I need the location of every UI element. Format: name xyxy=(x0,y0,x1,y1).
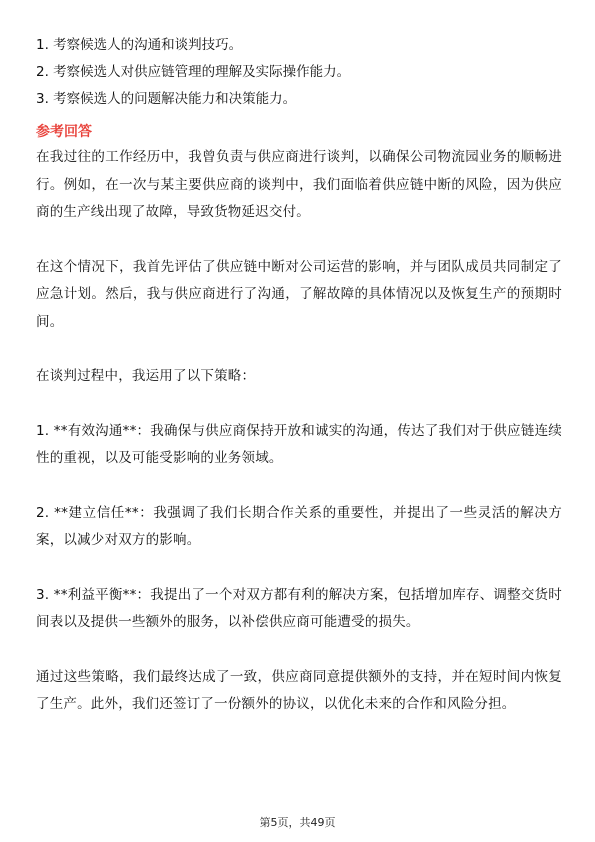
answer-paragraph: 2. **建立信任**：我强调了我们长期合作关系的重要性，并提出了一些灵活的解决方案，以减少对双方的影响。 xyxy=(36,504,562,548)
answer-paragraph: 在我过往的工作经历中，我曾负责与供应商进行谈判，以确保公司物流园业务的顺畅进行。例如，在一次与某主要供应商的谈判中，我们面临着供应链中断的风险，因为供应商的生产线出现了故障，导致货物延迟交付。 xyxy=(36,149,562,220)
criteria-item: 2. 考察候选人对供应链管理的理解及实际操作能力。 xyxy=(36,64,351,80)
answer-paragraph: 通过这些策略，我们最终达成了一致，供应商同意提供额外的支持，并在短时间内恢复了生产。此外，我们还签订了一份额外的协议，以优化未来的合作和风险分担。 xyxy=(36,668,562,712)
answer-paragraph: 3. **利益平衡**：我提出了一个对双方都有利的解决方案，包括增加库存、调整交货时间表以及提供一些额外的服务，以补偿供应商可能遭受的损失。 xyxy=(36,586,562,630)
answer-heading: 参考回答 xyxy=(36,124,92,140)
page-number-footer: 第5页，共49页 xyxy=(259,816,336,829)
answer-paragraph: 在这个情况下，我首先评估了供应链中断对公司运营的影响，并与团队成员共同制定了应急计划。然后，我与供应商进行了沟通，了解故障的具体情况以及恢复生产的预期时间。 xyxy=(36,258,562,330)
answer-paragraph: 1. **有效沟通**：我确保与供应商保持开放和诚实的沟通，传达了我们对于供应链连续性的重视，以及可能受影响的业务领域。 xyxy=(36,422,562,466)
criteria-item: 1. 考察候选人的沟通和谈判技巧。 xyxy=(36,37,243,53)
reference-answer xyxy=(36,144,562,746)
answer-paragraph: 在谈判过程中，我运用了以下策略： xyxy=(36,368,256,384)
criteria-item: 3. 考察候选人的问题解决能力和决策能力。 xyxy=(36,91,297,107)
assessment-criteria-list xyxy=(36,32,566,113)
